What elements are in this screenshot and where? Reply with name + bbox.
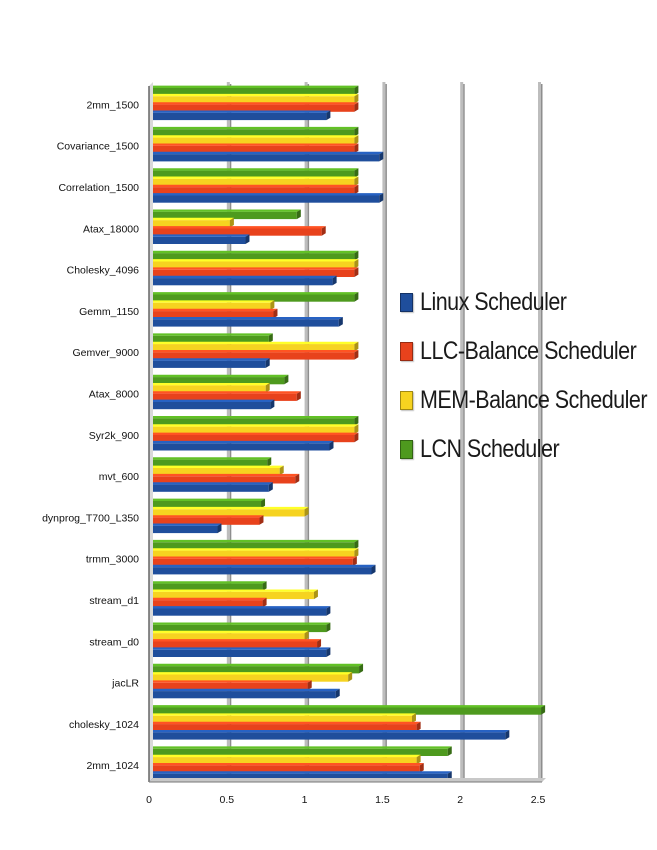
- bar-llc-balance-scheduler-8: [149, 433, 358, 443]
- legend-swatch-mem-balance: [400, 391, 413, 410]
- bar-top-face: [149, 746, 452, 748]
- bar-top-face: [149, 292, 358, 294]
- bar-top-face: [149, 391, 301, 393]
- bar-top-face: [149, 94, 358, 96]
- bar-top-face: [149, 210, 301, 212]
- bar-top-face: [149, 267, 358, 269]
- bar-mem-balance-scheduler-10: [149, 507, 309, 517]
- bar-lcn-scheduler-2: [149, 168, 358, 178]
- bar-top-face: [149, 524, 221, 526]
- bar-linux-scheduler-4: [149, 276, 337, 286]
- bar-top-face: [149, 342, 358, 344]
- bar-front-face: [149, 402, 270, 409]
- bar-top-face: [149, 317, 343, 319]
- category-label: Correlation_1500: [58, 181, 139, 194]
- bar-top-face: [149, 333, 273, 335]
- bar-top-face: [149, 111, 330, 113]
- bar-top-face: [149, 168, 358, 170]
- bar-linux-scheduler-2: [149, 193, 383, 203]
- bar-front-face: [149, 278, 333, 285]
- bar-top-face: [149, 358, 270, 360]
- category-label: trmm_3000: [85, 553, 139, 566]
- bar-llc-balance-scheduler-4: [149, 267, 358, 277]
- bar-top-face: [149, 722, 421, 724]
- bar-llc-balance-scheduler-2: [149, 185, 358, 195]
- category-label: Atax_8000: [88, 388, 139, 401]
- bar-top-face: [149, 416, 358, 418]
- bar-linux-scheduler-10: [149, 524, 221, 534]
- bar-mem-balance-scheduler-13: [149, 631, 309, 641]
- category-labels: [42, 99, 139, 772]
- x-tick-label: 1.5: [375, 794, 390, 806]
- bar-top-face: [149, 457, 271, 459]
- bar-lcn-scheduler-10: [149, 499, 265, 509]
- bar-front-face: [149, 361, 266, 368]
- bar-front-face: [149, 113, 326, 120]
- bar-top-face: [149, 309, 277, 311]
- bar-front-face: [149, 691, 336, 698]
- bar-top-face: [149, 763, 424, 765]
- category-label: Atax_18000: [82, 223, 139, 236]
- category-label: stream_d1: [89, 594, 139, 607]
- category-label: Syr2k_900: [88, 429, 139, 442]
- bar-lcn-scheduler-9: [149, 457, 271, 467]
- bar-top-face: [149, 540, 358, 542]
- bar-mem-balance-scheduler-8: [149, 424, 358, 434]
- bar-llc-balance-scheduler-13: [149, 639, 321, 649]
- bar-linux-scheduler-7: [149, 400, 274, 410]
- bar-front-face: [149, 567, 372, 574]
- bar-top-face: [149, 606, 330, 608]
- bar-mem-balance-scheduler-16: [149, 755, 421, 765]
- legend-swatch-linux: [400, 293, 413, 312]
- bar-llc-balance-scheduler-12: [149, 598, 267, 608]
- bar-mem-balance-scheduler-9: [149, 466, 284, 476]
- bar-linux-scheduler-15: [149, 730, 509, 740]
- bar-lcn-scheduler-4: [149, 251, 358, 261]
- bar-top-face: [149, 515, 263, 517]
- bar-linux-scheduler-0: [149, 111, 330, 121]
- bar-front-face: [149, 237, 245, 244]
- bar-lcn-scheduler-7: [149, 375, 288, 385]
- bar-top-face: [149, 177, 358, 179]
- bar-front-face: [149, 526, 217, 533]
- bar-llc-balance-scheduler-7: [149, 391, 301, 401]
- bar-mem-balance-scheduler-2: [149, 177, 358, 187]
- bar-llc-balance-scheduler-5: [149, 309, 277, 319]
- x-tick-labels: [146, 794, 545, 806]
- bar-llc-balance-scheduler-1: [149, 144, 358, 154]
- category-label: cholesky_1024: [68, 718, 139, 731]
- category-label: dynprog_T700_L350: [42, 512, 139, 525]
- gridline-shadow: [385, 84, 387, 782]
- bar-lcn-scheduler-16: [149, 746, 452, 756]
- bar-linux-scheduler-13: [149, 647, 330, 657]
- bar-top-face: [149, 127, 358, 129]
- bar-top-face: [149, 218, 234, 220]
- legend-label-lcn: LCN Scheduler: [420, 435, 560, 463]
- bar-llc-balance-scheduler-3: [149, 226, 326, 236]
- legend-item-llc-balance: [400, 327, 657, 376]
- bar-top-face: [149, 680, 312, 682]
- x-tick-label: 2.5: [530, 794, 546, 806]
- x-tick-label: 1: [301, 794, 308, 806]
- bar-mem-balance-scheduler-0: [149, 94, 358, 104]
- category-label: stream_d0: [89, 636, 139, 649]
- bar-top-face: [149, 639, 321, 641]
- bar-top-face: [149, 300, 274, 302]
- bar-top-face: [149, 581, 267, 583]
- legend-swatch-llc-balance: [400, 342, 413, 361]
- bar-lcn-scheduler-3: [149, 210, 301, 220]
- bar-top-face: [149, 672, 352, 674]
- bar-mem-balance-scheduler-3: [149, 218, 234, 228]
- bar-lcn-scheduler-1: [149, 127, 358, 137]
- bar-top-face: [149, 135, 358, 137]
- bar-top-face: [149, 375, 288, 377]
- bar-lcn-scheduler-15: [149, 705, 545, 715]
- legend-item-linux: [400, 278, 657, 327]
- bar-top-face: [149, 144, 358, 146]
- bar-front-face: [149, 154, 379, 161]
- category-label: jacLR: [112, 677, 139, 690]
- bar-llc-balance-scheduler-6: [149, 350, 358, 360]
- bar-linux-scheduler-5: [149, 317, 343, 327]
- bar-mem-balance-scheduler-14: [149, 672, 352, 682]
- bar-mem-balance-scheduler-15: [149, 713, 416, 723]
- bar-top-face: [149, 623, 330, 625]
- bar-mem-balance-scheduler-11: [149, 548, 358, 558]
- bar-mem-balance-scheduler-1: [149, 135, 358, 145]
- bar-top-face: [149, 730, 509, 732]
- bar-top-face: [149, 193, 383, 195]
- bar-lcn-scheduler-0: [149, 86, 358, 96]
- bar-front-face: [149, 319, 339, 326]
- bar-top-face: [149, 557, 357, 559]
- bar-linux-scheduler-6: [149, 358, 270, 368]
- bar-linux-scheduler-11: [149, 565, 376, 575]
- bar-llc-balance-scheduler-11: [149, 557, 357, 567]
- x-tick-label: 0: [146, 794, 152, 806]
- category-label: 2mm_1500: [86, 99, 139, 112]
- bar-top-face: [149, 102, 358, 104]
- legend-swatch-lcn: [400, 440, 413, 459]
- bar-front-face: [149, 485, 269, 492]
- x-tick-label: 0.5: [219, 794, 235, 806]
- bar-top-face: [149, 482, 273, 484]
- bar-top-face: [149, 598, 267, 600]
- bar-llc-balance-scheduler-16: [149, 763, 424, 773]
- bar-llc-balance-scheduler-15: [149, 722, 421, 732]
- bar-top-face: [149, 400, 274, 402]
- bar-top-face: [149, 631, 309, 633]
- bar-top-face: [149, 713, 416, 715]
- category-label: Covariance_1500: [56, 140, 139, 153]
- bar-top-face: [149, 689, 340, 691]
- bar-mem-balance-scheduler-12: [149, 590, 318, 600]
- bar-mem-balance-scheduler-5: [149, 300, 274, 310]
- bar-top-face: [149, 251, 358, 253]
- legend-item-mem-balance: [400, 376, 657, 425]
- bar-lcn-scheduler-5: [149, 292, 358, 302]
- bar-linux-scheduler-3: [149, 234, 249, 244]
- bar-mem-balance-scheduler-4: [149, 259, 358, 269]
- legend-label-llc-balance: LLC-Balance Scheduler: [420, 337, 637, 365]
- category-label: Gemver_9000: [72, 347, 139, 360]
- bar-top-face: [149, 705, 545, 707]
- bar-front-face: [149, 443, 329, 450]
- bar-top-face: [149, 433, 358, 435]
- bar-llc-balance-scheduler-14: [149, 680, 312, 690]
- bar-lcn-scheduler-12: [149, 581, 267, 591]
- category-label: Cholesky_4096: [66, 264, 139, 277]
- bar-top-face: [149, 441, 333, 443]
- legend-item-lcn: [400, 425, 657, 474]
- bar-top-face: [149, 565, 376, 567]
- bar-mem-balance-scheduler-6: [149, 342, 358, 352]
- legend: [400, 278, 657, 474]
- category-label: 2mm_1024: [86, 760, 139, 773]
- bar-top-face: [149, 226, 326, 228]
- bar-top-face: [149, 474, 299, 476]
- bar-lcn-scheduler-13: [149, 623, 330, 633]
- legend-label-linux: Linux Scheduler: [420, 288, 567, 316]
- bar-top-face: [149, 234, 249, 236]
- bar-lcn-scheduler-6: [149, 333, 273, 343]
- bar-top-face: [149, 499, 265, 501]
- bar-front-face: [149, 196, 379, 203]
- bar-top-face: [149, 259, 358, 261]
- gridline: [382, 82, 385, 782]
- bar-top-face: [149, 507, 309, 509]
- bar-front-face: [149, 609, 326, 616]
- category-label: mvt_600: [98, 471, 139, 484]
- bar-linux-scheduler-9: [149, 482, 273, 492]
- bar-lcn-scheduler-14: [149, 664, 363, 674]
- bar-front-face: [149, 650, 326, 657]
- bar-linux-scheduler-8: [149, 441, 333, 451]
- bar-top-face: [149, 755, 421, 757]
- bar-top-face: [149, 590, 318, 592]
- bar-lcn-scheduler-11: [149, 540, 358, 550]
- axis-floor: [149, 778, 546, 782]
- bar-linux-scheduler-12: [149, 606, 330, 616]
- bar-lcn-scheduler-8: [149, 416, 358, 426]
- category-label: Gemm_1150: [79, 305, 139, 318]
- bar-top-face: [149, 548, 358, 550]
- bar-top-face: [149, 664, 363, 666]
- bar-top-face: [149, 424, 358, 426]
- bar-top-face: [149, 466, 284, 468]
- bar-top-face: [149, 771, 452, 773]
- bar-linux-scheduler-1: [149, 152, 383, 162]
- legend-label-mem-balance: MEM-Balance Scheduler: [420, 386, 647, 414]
- bar-top-face: [149, 276, 337, 278]
- bar-llc-balance-scheduler-9: [149, 474, 299, 484]
- bar-front-face: [149, 732, 505, 739]
- bar-top-face: [149, 185, 358, 187]
- bar-top-face: [149, 152, 383, 154]
- bar-top-face: [149, 647, 330, 649]
- bar-top-face: [149, 86, 358, 88]
- x-tick-label: 2: [457, 794, 464, 806]
- bar-top-face: [149, 350, 358, 352]
- bar-llc-balance-scheduler-10: [149, 515, 263, 525]
- bar-top-face: [149, 383, 270, 385]
- bar-llc-balance-scheduler-0: [149, 102, 358, 112]
- bar-linux-scheduler-14: [149, 689, 340, 699]
- bar-mem-balance-scheduler-7: [149, 383, 270, 393]
